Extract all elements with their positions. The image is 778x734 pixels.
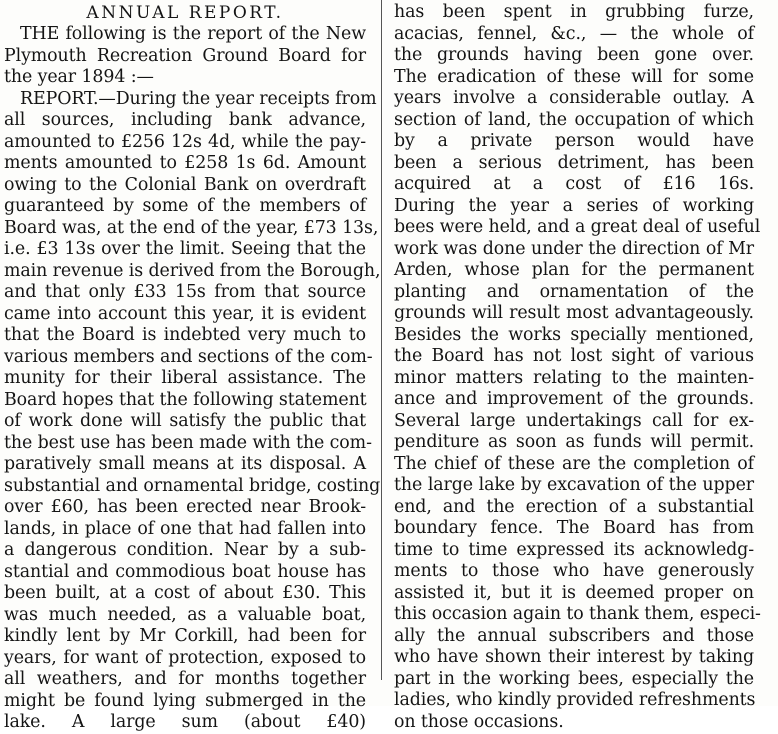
text-line: Besides the works specially mentioned, bbox=[394, 324, 754, 345]
text-line: by a private person would have bbox=[394, 131, 754, 151]
text-line: minor matters relating to the mainten- bbox=[394, 367, 754, 388]
text-line: planting and ornamentation of the bbox=[394, 281, 754, 302]
text-line: over £60, has been erected near Brook- bbox=[4, 497, 366, 517]
right-column bbox=[394, 2, 761, 733]
text-line: During the year a series of working bbox=[394, 195, 754, 216]
text-line: the best use has been made with the com- bbox=[4, 432, 372, 453]
text-line: years, for want of protection, exposed to bbox=[4, 647, 366, 668]
text-line: assisted it, but it is deemed proper on bbox=[394, 582, 754, 603]
text-line: grounds will result most advantageously. bbox=[394, 303, 754, 323]
text-line: lands, in place of one that had fallen into bbox=[4, 518, 366, 539]
headline: ANNUAL REPORT. bbox=[86, 3, 284, 23]
text-line: work was done under the direction of Mr bbox=[394, 238, 754, 259]
text-line: THE following is the report of the New bbox=[20, 24, 366, 44]
text-line: all weathers, and for months together bbox=[4, 669, 366, 689]
text-line: i.e. £3 13s over the limit. Seeing that the bbox=[4, 239, 366, 259]
text-line: stantial and commodious boat house has bbox=[4, 561, 366, 582]
text-line: the Board has not lost sight of various bbox=[394, 346, 754, 366]
text-line: ally the annual subscribers and those bbox=[394, 625, 754, 646]
text-line: years involve a considerable outlay. A bbox=[394, 88, 754, 108]
text-line: ladies, who kindly provided refreshments bbox=[394, 690, 756, 710]
text-line: a dangerous condition. Near by a sub- bbox=[4, 540, 366, 560]
text-line: Arden, whose plan for the permanent bbox=[394, 260, 754, 280]
text-line: ments to those who have generously bbox=[394, 561, 754, 581]
text-line: The eradication of these will for some bbox=[394, 66, 754, 87]
text-line: who have shown their interest by taking bbox=[394, 647, 754, 667]
text-line: been a serious detriment, has been bbox=[394, 152, 754, 173]
text-line: ance and improvement of the grounds. bbox=[394, 389, 754, 409]
text-line: various members and sections of the com- bbox=[4, 346, 373, 367]
text-line: the large lake by excavation of the upper bbox=[394, 475, 754, 495]
text-line: time to time expressed its acknowledg- bbox=[394, 539, 754, 560]
text-line: owing to the Colonial Bank on overdraft bbox=[4, 174, 366, 195]
text-line: substantial and ornamental bridge, costing bbox=[4, 475, 381, 496]
text-line: The chief of these are the completion of bbox=[394, 453, 754, 474]
text-line: came into account this year, it is evident bbox=[4, 303, 366, 324]
text-line: Several large undertakings call for ex- bbox=[394, 410, 754, 431]
text-line: that the Board is indebted very much to bbox=[4, 325, 366, 345]
text-line: section of land, the occupation of which bbox=[394, 109, 754, 130]
text-line: was much needed, as a valuable boat, bbox=[4, 604, 366, 625]
text-line: lake. A large sum (about £40) bbox=[4, 712, 366, 732]
text-line: this occasion again to thank them, especi- bbox=[394, 604, 761, 624]
text-line: munity for their liberal assistance. The bbox=[4, 368, 366, 388]
text-line: amounted to £256 12s 4d, while the pay- bbox=[4, 131, 366, 152]
text-line: Plymouth Recreation Ground Board for bbox=[4, 45, 366, 66]
text-line: the year 1894 :— bbox=[4, 67, 154, 87]
text-line: boundary fence. The Board has from bbox=[394, 518, 754, 538]
text-line: Board was, at the end of the year, £73 13s, bbox=[4, 217, 379, 238]
left-column bbox=[4, 2, 381, 734]
text-line: acquired at a cost of £16 16s. bbox=[394, 174, 754, 194]
text-line: all sources, including bank advance, bbox=[4, 110, 366, 130]
text-line: penditure as soon as funds will permit. bbox=[394, 432, 754, 452]
text-line: Board hopes that the following statement bbox=[4, 389, 367, 410]
text-line: the grounds having been gone over. bbox=[394, 45, 754, 65]
text-line: main revenue is derived from the Borough, bbox=[4, 260, 381, 281]
text-line: on those occasions. bbox=[394, 711, 564, 732]
text-line: REPORT.—During the year receipts from bbox=[20, 88, 377, 109]
text-line: paratively small means at its disposal. A bbox=[4, 454, 366, 474]
column-divider bbox=[381, 0, 382, 680]
text-line: acacias, fennel, &c., — the whole of bbox=[394, 23, 754, 44]
text-line: end, and the erection of a substantial bbox=[394, 496, 754, 517]
text-line: part in the working bees, especially the bbox=[394, 668, 754, 689]
text-line: of work done will satisfy the public that bbox=[4, 411, 366, 431]
text-line: and that only £33 15s from that source bbox=[4, 282, 366, 302]
text-line: ments amounted to £258 1s 6d. Amount bbox=[4, 153, 366, 173]
text-line: kindly lent by Mr Corkill, had been for bbox=[4, 626, 366, 646]
text-line: bees were held, and a great deal of useful bbox=[394, 217, 761, 237]
text-line: guaranteed by some of the members of bbox=[4, 196, 366, 216]
text-line: has been spent in grubbing furze, bbox=[394, 2, 754, 22]
text-line: might be found lying submerged in the bbox=[4, 690, 366, 711]
text-line: been built, at a cost of about £30. This bbox=[4, 583, 366, 603]
